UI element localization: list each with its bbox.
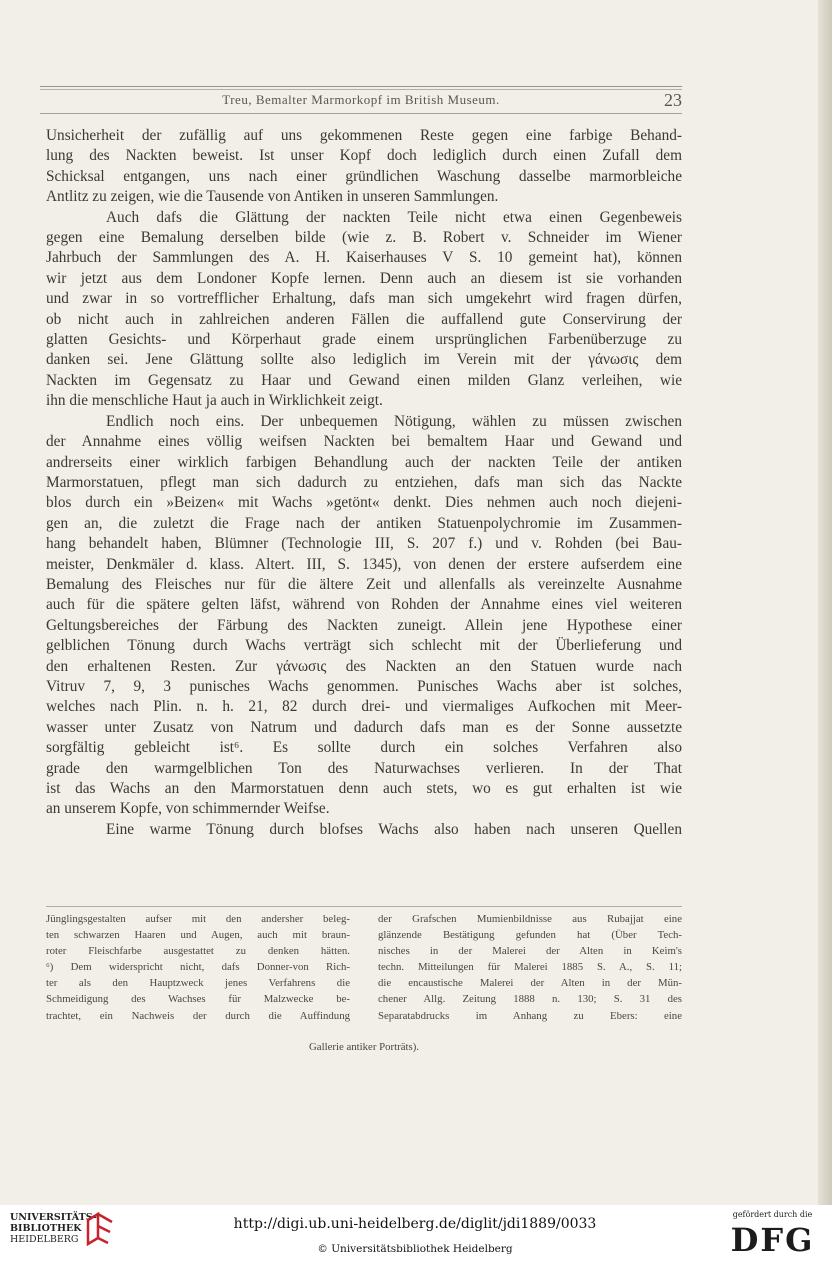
running-header bbox=[40, 86, 682, 120]
text-line: ob nicht auch in zahlreichen anderen Fällen die auffallend gute Conservirung der bbox=[46, 310, 682, 328]
text-line: Bemalung des Fleisches nur für die ältere Zeit und allenfalls als vereinzelte Ausnahme bbox=[46, 575, 682, 593]
footnote-line: glänzende Bestätigung gefunden hat (Über Tech- bbox=[378, 929, 682, 942]
funder-logo: DFG bbox=[730, 1221, 815, 1259]
footnote-line: die encaustische Malerei der Alten in der Mün- bbox=[378, 977, 682, 990]
header-rule bbox=[40, 113, 682, 114]
footnote-closing-line: Gallerie antiker Porträts). bbox=[308, 1041, 420, 1053]
footnote-line: ten schwarzen Haaren und Augen, auch mit braun- bbox=[46, 929, 350, 942]
text-line: Auch dafs die Glättung der nackten Teile nicht etwa einen Gegenbeweis bbox=[106, 208, 682, 226]
text-line: Unsicherheit der zufällig auf uns gekommenen Reste gegen eine farbige Behand- bbox=[46, 127, 682, 144]
footnote-rule bbox=[46, 906, 682, 907]
text-line: Eine warme Tönung durch blofses Wachs also haben nach unseren Quellen bbox=[106, 820, 682, 838]
library-name bbox=[10, 1212, 97, 1245]
text-line: danken sei. Jene Glättung sollte also lediglich im Verein mit der γάνωσις dem bbox=[46, 351, 682, 369]
text-line: Endlich noch eins. Der unbequemen Nötigung, wählen zu müssen zwischen bbox=[106, 412, 682, 430]
text-line: wir jetzt aus dem Londoner Kopfe lernen. Denn auch an diesem ist sie vorhanden bbox=[46, 269, 682, 287]
text-line: hang behandelt haben, Blümner (Technologie III, S. 207 f.) und v. Rohden (bei Bau- bbox=[46, 535, 682, 553]
viewer-footer bbox=[0, 1205, 832, 1265]
footnote-line: Separatabdrucks im Anhang zu Ebers: eine bbox=[378, 1009, 682, 1022]
text-line: blos durch ein »Beizen« mit Wachs »getönt« denkt. Dies nehmen auch noch diejeni- bbox=[46, 494, 682, 512]
footnote-line: trachtet, ein Nachweis der durch die Auffindung bbox=[46, 1009, 350, 1022]
text-line: der Annahme eines völlig weifsen Nackten bei bemaltem Haar und Gewand und bbox=[46, 433, 682, 451]
footnote-line: der Grafschen Mumienbildnisse aus Rubajjat eine bbox=[378, 913, 682, 925]
running-title: Treu, Bemalter Marmorkopf im British Museum. bbox=[222, 92, 500, 107]
text-line: andrerseits einer wirklich farbigen Behandlung auch der nackten Teile der antiken bbox=[46, 453, 682, 471]
footnotes-right-column bbox=[378, 911, 682, 1024]
text-line: sorgfältig gebleicht ist⁶. Es sollte durch ein solches Verfahren also bbox=[46, 739, 682, 757]
text-line: ist das Wachs an den Marmorstatuen denn auch stets, wo es gut erhalten ist wie bbox=[46, 780, 682, 797]
text-line: Jahrbuch der Sammlungen des A. H. Kaiserhauses V S. 10 gemeint hat), können bbox=[46, 249, 682, 267]
body-text bbox=[46, 126, 682, 840]
footnote-line: chener Allg. Zeitung 1888 n. 130; S. 31 des bbox=[378, 993, 682, 1006]
text-line: grade den warmgelblichen Ton des Naturwachses verlieren. In der That bbox=[46, 759, 682, 777]
library-name-line: UNIVERSITÄTS- bbox=[10, 1212, 97, 1223]
text-line: meister, Denkmäler d. klass. Altert. III, S. 1345), von denen der erstere aufserdem eine bbox=[46, 555, 682, 573]
text-line: gelblichen Tönung durch Wachs verträgt sich schlecht mit der Überlieferung und bbox=[46, 637, 682, 655]
text-line: wasser unter Zusatz von Natrum und dadurch dafs man es der Sonne aussetzte bbox=[46, 718, 682, 736]
text-line: Nackten im Gegensatz zu Haar und Gewand einen milden Glanz verleihen, wie bbox=[46, 371, 682, 389]
header-rule bbox=[40, 86, 682, 87]
text-line: an unserem Kopfe, von schimmernder Weifse. bbox=[46, 800, 330, 818]
page-spine-shadow bbox=[818, 0, 832, 1205]
header-rule bbox=[40, 89, 682, 90]
footnote-line: nisches in der Malerei der Alten in Keim's bbox=[378, 945, 682, 958]
library-name-line: BIBLIOTHEK bbox=[10, 1223, 82, 1234]
text-line: auch für die spätere gelten läfst, während von Rohden der Annahme eines viel weiteren bbox=[46, 596, 682, 614]
text-line: welches nach Plin. n. h. 21, 82 durch drei- und viermaliges Aufkochen mit Meer- bbox=[46, 698, 682, 716]
footnote-line: techn. Mitteilungen für Malerei 1885 S. A., S. 11; bbox=[378, 961, 682, 974]
text-line: Schicksal entgangen, uns nach einer gründlichen Waschung dasselbe marmorbleiche bbox=[46, 167, 682, 185]
text-line: Geltungsbereiches der Färbung des Nackten zuneigt. Allein jene Hypothese einer bbox=[46, 616, 682, 634]
text-line: Marmorstatuen, pflegt man sich dadurch zu entziehen, dafs man sich das Nackte bbox=[46, 473, 682, 491]
text-line: gegen eine Bemalung derselben bilde (wie z. B. Robert v. Schneider im Wiener bbox=[46, 229, 682, 247]
funder-caption: gefördert durch die bbox=[732, 1210, 813, 1219]
text-line: ihn die menschliche Haut ja auch in Wirklichkeit zeigt. bbox=[46, 392, 383, 410]
page-number: 23 bbox=[664, 90, 682, 110]
library-logo-icon bbox=[84, 1210, 116, 1246]
footnote-line: Jünglingsgestalten aufser mit den andersher beleg- bbox=[46, 913, 350, 925]
permalink-url[interactable]: http://digi.ub.uni-heidelberg.de/diglit/jdi1889/0033 bbox=[233, 1216, 597, 1232]
text-line: glatten Gesichts- und Körperhaut grade einem ursprünglichen Farbenüberzuge zu bbox=[46, 331, 682, 349]
text-line: und zwar in so vortrefflicher Erhaltung, dafs man sich umgekehrt wird fragen dürfen, bbox=[46, 290, 682, 308]
footnote-line: ⁶) Dem widerspricht nicht, dafs Donner-von Rich- bbox=[46, 961, 350, 974]
footnote-line: roter Fleischfarbe ausgestattet zu denken hätten. bbox=[46, 945, 350, 958]
footnotes-left-column bbox=[46, 911, 350, 1024]
text-line: den erhaltenen Resten. Zur γάνωσις des Nackten an den Statuen wurde nach bbox=[46, 657, 682, 675]
footnote-line: ter als den Hauptzweck jenes Verfahrens die bbox=[46, 977, 350, 990]
text-line: gen an, die zuletzt die Frage nach der antiken Statuenpolychromie im Zusammen- bbox=[46, 514, 682, 532]
library-name-line: HEIDELBERG bbox=[10, 1234, 79, 1245]
footnote-line: Schmeidigung des Wachses für Malzwecke be- bbox=[46, 993, 350, 1006]
text-line: Vitruv 7, 9, 3 punisches Wachs genommen. Punisches Wachs aber ist solches, bbox=[46, 677, 682, 695]
copyright-notice: © Universitätsbibliothek Heidelberg bbox=[317, 1243, 513, 1255]
text-line: lung des Nackten beweist. Ist unser Kopf doch lediglich durch einen Zufall dem bbox=[46, 147, 682, 165]
text-line: Antlitz zu zeigen, wie die Tausende von Antiken in unseren Sammlungen. bbox=[46, 188, 499, 206]
